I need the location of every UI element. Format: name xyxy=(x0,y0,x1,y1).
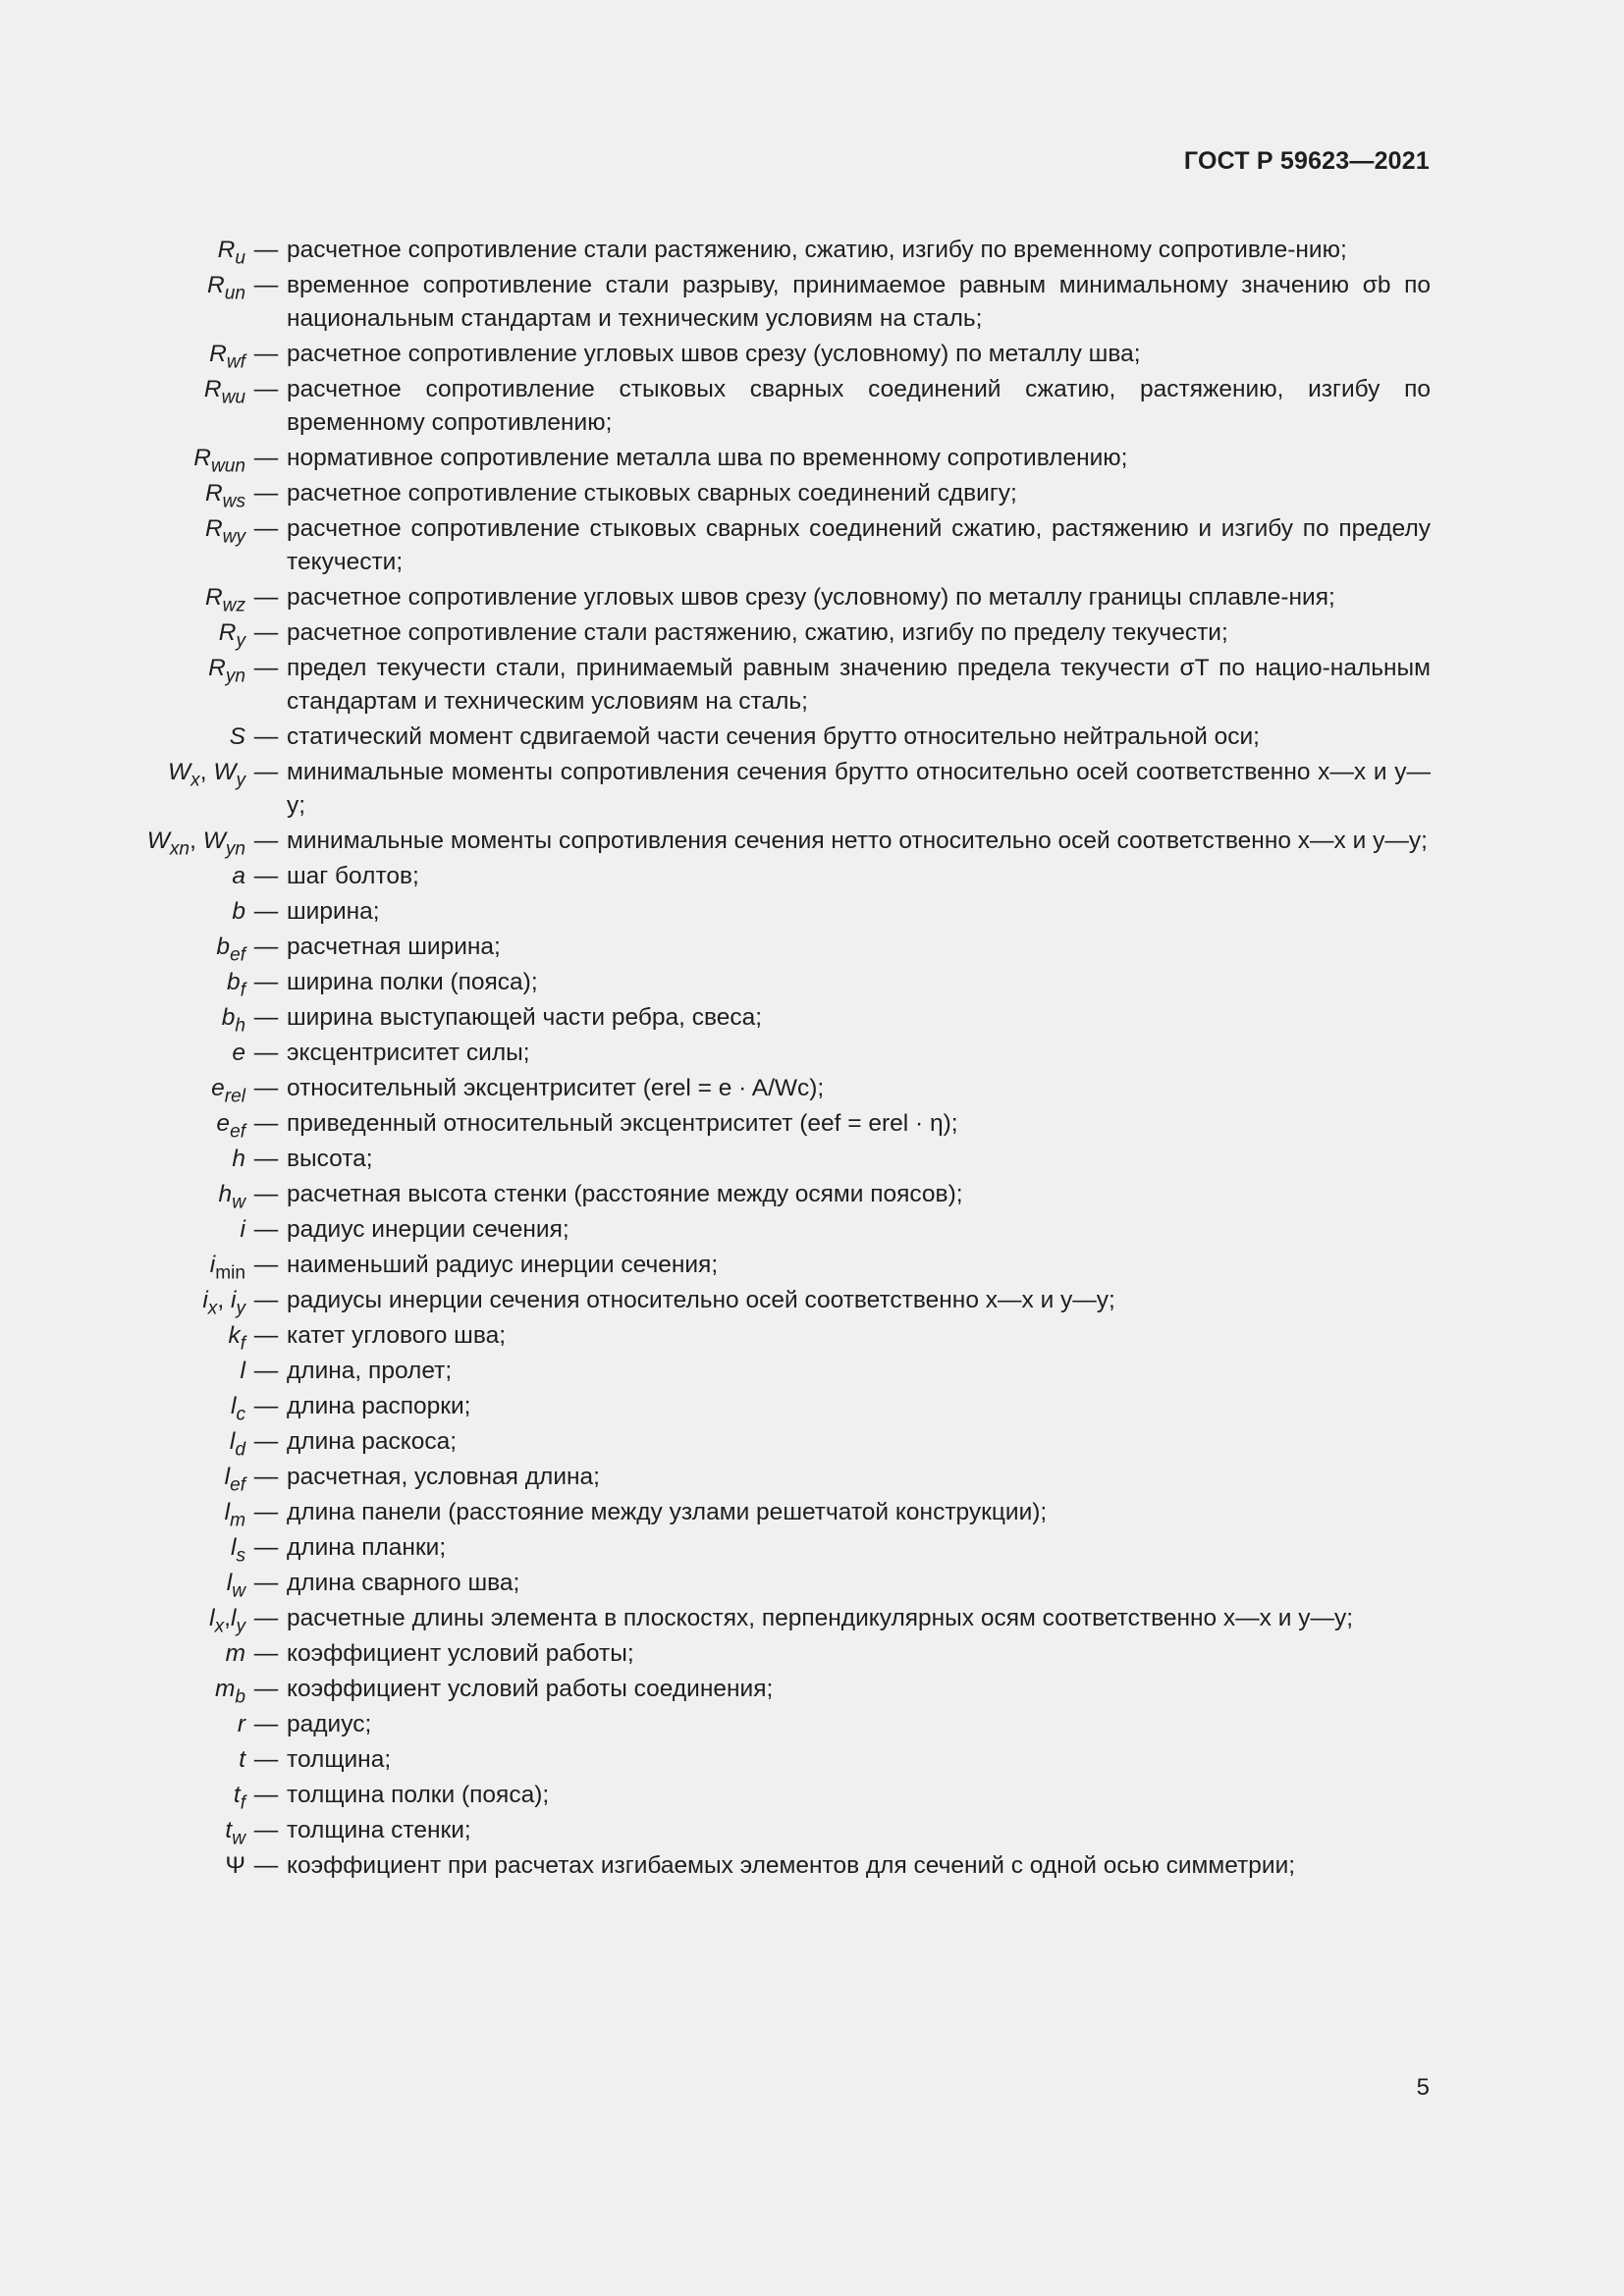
symbol-letter: R xyxy=(204,480,223,507)
symbol-description: наименьший радиус инерции сечения; xyxy=(287,1252,719,1278)
symbol-letter: h xyxy=(232,1146,245,1172)
symbol-subscript: min xyxy=(215,1262,245,1284)
symbol-subscript: ef xyxy=(230,944,245,966)
em-dash: — xyxy=(253,1252,279,1278)
symbol-subscript: w xyxy=(232,1580,245,1602)
symbol-entry xyxy=(0,1249,1624,1282)
symbol-subscript: wz xyxy=(222,595,245,616)
symbol-letter: h xyxy=(218,1181,233,1207)
symbol-description: расчетное сопротивление угловых швов срезу (условному) по металлу границы сплавле-ния; xyxy=(287,584,1335,611)
symbol-notation xyxy=(0,1779,245,1812)
symbol-subscript: c xyxy=(236,1404,245,1425)
symbol-notation xyxy=(0,1708,245,1741)
symbol-entry xyxy=(0,1213,1624,1247)
symbol-description: высота; xyxy=(287,1146,373,1172)
symbol-entry xyxy=(0,373,1624,440)
symbol-subscript: h xyxy=(235,1015,245,1037)
symbol-letter: t xyxy=(239,1746,245,1773)
symbol-separator: , xyxy=(199,759,214,785)
symbol-notation xyxy=(0,895,245,929)
symbol-notation xyxy=(0,477,245,510)
symbol-notation xyxy=(0,1072,245,1105)
symbol-description: коэффициент условий работы; xyxy=(287,1640,634,1667)
symbol-notation xyxy=(0,338,245,371)
symbol-separator: , xyxy=(189,828,203,854)
symbol-notation xyxy=(0,1814,245,1847)
em-dash: — xyxy=(253,515,279,542)
symbol-description: длина сварного шва; xyxy=(287,1570,520,1596)
em-dash: — xyxy=(253,1075,279,1101)
symbol-letter: k xyxy=(228,1322,241,1349)
symbol-description: длина, пролет; xyxy=(287,1358,453,1384)
em-dash: — xyxy=(253,1499,279,1525)
symbol-subscript: x xyxy=(190,770,200,791)
symbol-description: толщина; xyxy=(287,1746,392,1773)
symbol-entry xyxy=(0,269,1624,336)
symbol-subscript: yn xyxy=(225,666,245,687)
symbol-description: радиус; xyxy=(287,1711,372,1737)
symbol-letter: i xyxy=(230,1287,237,1313)
symbol-subscript: ws xyxy=(222,491,245,512)
symbol-letter: i xyxy=(209,1252,216,1278)
symbol-entry xyxy=(0,338,1624,371)
symbol-letter: l xyxy=(229,1428,236,1455)
em-dash: — xyxy=(253,759,279,785)
symbol-description: нормативное сопротивление металла шва по временному сопротивлению; xyxy=(287,445,1128,471)
symbol-description: ширина; xyxy=(287,898,380,925)
symbol-notation xyxy=(0,1743,245,1777)
symbol-subscript: w xyxy=(232,1192,245,1213)
em-dash: — xyxy=(253,1676,279,1702)
em-dash: — xyxy=(253,341,279,367)
symbol-notation xyxy=(0,1531,245,1565)
symbol-entry xyxy=(0,1143,1624,1176)
symbol-description: радиус инерции сечения; xyxy=(287,1216,569,1243)
symbol-letter: m xyxy=(214,1676,236,1702)
symbol-subscript: wf xyxy=(226,351,245,373)
symbol-notation xyxy=(0,1673,245,1706)
em-dash: — xyxy=(253,828,279,854)
symbol-entry xyxy=(0,652,1624,719)
symbol-subscript: ef xyxy=(230,1474,245,1496)
symbol-subscript: s xyxy=(236,1545,245,1567)
symbol-letter: l xyxy=(230,1534,237,1561)
symbol-entry xyxy=(0,1708,1624,1741)
symbol-entry xyxy=(0,1319,1624,1353)
symbol-letter: S xyxy=(229,723,245,750)
symbol-entry xyxy=(0,966,1624,999)
symbol-description: радиусы инерции сечения относительно осей соответственно x—x и y—y; xyxy=(287,1287,1115,1313)
symbol-notation xyxy=(0,825,245,858)
symbol-notation xyxy=(0,931,245,964)
symbol-letter: a xyxy=(232,863,245,889)
symbol-notation xyxy=(0,581,245,614)
em-dash: — xyxy=(253,1640,279,1667)
symbol-letter: R xyxy=(218,619,237,646)
symbol-notation xyxy=(0,1284,245,1317)
symbol-entry xyxy=(0,825,1624,858)
em-dash: — xyxy=(253,1040,279,1066)
symbol-letter: l xyxy=(224,1464,231,1490)
em-dash: — xyxy=(253,1605,279,1631)
symbol-notation xyxy=(0,756,245,823)
symbol-subscript: y xyxy=(236,630,245,652)
symbol-entry xyxy=(0,1001,1624,1035)
symbol-subscript: y xyxy=(236,770,245,791)
em-dash: — xyxy=(253,1322,279,1349)
symbol-notation xyxy=(0,512,245,579)
em-dash: — xyxy=(253,584,279,611)
symbol-notation xyxy=(0,234,245,267)
symbol-separator: , xyxy=(217,1287,231,1313)
em-dash: — xyxy=(253,723,279,750)
symbol-letter: l xyxy=(226,1570,233,1596)
symbol-description: ширина полки (пояса); xyxy=(287,969,538,995)
symbol-description: расчетная высота стенки (расстояние между осями поясов); xyxy=(287,1181,963,1207)
symbol-letter: Ψ xyxy=(225,1852,245,1879)
symbol-description: толщина стенки; xyxy=(287,1817,471,1843)
symbol-subscript: f xyxy=(240,1333,245,1355)
symbol-letter: i xyxy=(240,1216,245,1243)
symbol-letter: b xyxy=(216,934,231,960)
symbol-letter: b xyxy=(232,898,245,925)
symbol-letter: l xyxy=(230,1605,237,1631)
symbol-notation xyxy=(0,1461,245,1494)
symbol-letter: e xyxy=(232,1040,245,1066)
symbol-entry xyxy=(0,234,1624,267)
em-dash: — xyxy=(253,1570,279,1596)
symbol-letter: r xyxy=(237,1711,245,1737)
symbol-entry xyxy=(0,1037,1624,1070)
symbol-letter: W xyxy=(168,759,191,785)
symbol-description: катет углового шва; xyxy=(287,1322,507,1349)
symbol-subscript: un xyxy=(224,283,245,304)
em-dash: — xyxy=(253,1393,279,1419)
symbol-subscript: f xyxy=(240,1792,245,1814)
symbol-description: расчетная ширина; xyxy=(287,934,501,960)
symbol-letter: W xyxy=(213,759,237,785)
symbol-description: расчетное сопротивление стали растяжению, сжатию, изгибу по пределу текучести; xyxy=(287,619,1228,646)
symbol-letter: i xyxy=(202,1287,208,1313)
symbol-notation xyxy=(0,1496,245,1529)
symbol-subscript: wun xyxy=(210,455,245,477)
em-dash: — xyxy=(253,1181,279,1207)
symbol-description: расчетное сопротивление угловых швов срезу (условному) по металлу шва; xyxy=(287,341,1141,367)
symbol-description: длина панели (расстояние между узлами решетчатой конструкции); xyxy=(287,1499,1048,1525)
symbol-notation xyxy=(0,652,245,719)
symbol-entry xyxy=(0,581,1624,614)
symbol-entry xyxy=(0,1743,1624,1777)
symbol-description: коэффициент при расчетах изгибаемых элементов для сечений с одной осью симметрии; xyxy=(287,1852,1296,1879)
symbol-notation xyxy=(0,1037,245,1070)
symbol-notation xyxy=(0,1319,245,1353)
symbol-description: расчетная, условная длина; xyxy=(287,1464,600,1490)
symbol-letter: W xyxy=(146,828,170,854)
symbol-entry xyxy=(0,1390,1624,1423)
symbol-subscript: x xyxy=(207,1298,218,1319)
symbol-entry xyxy=(0,1284,1624,1317)
em-dash: — xyxy=(253,1852,279,1879)
symbol-entry xyxy=(0,1072,1624,1105)
em-dash: — xyxy=(253,1146,279,1172)
symbol-subscript: d xyxy=(235,1439,245,1461)
symbol-entry xyxy=(0,756,1624,823)
symbol-letter: W xyxy=(202,828,226,854)
symbol-entry xyxy=(0,1425,1624,1459)
document-header: ГОСТ Р 59623—2021 xyxy=(1183,147,1430,175)
symbol-entry xyxy=(0,895,1624,929)
symbol-letter: R xyxy=(203,376,222,402)
em-dash: — xyxy=(253,237,279,263)
symbol-letter: m xyxy=(225,1640,245,1667)
symbol-notation xyxy=(0,1143,245,1176)
symbol-entry xyxy=(0,477,1624,510)
symbol-description: временное сопротивление стали разрыву, принимаемое равным минимальному значению σb по национальным стандартам и техническим условиям на сталь; xyxy=(287,272,1431,332)
symbol-subscript: rel xyxy=(224,1086,245,1107)
symbol-notation xyxy=(0,1213,245,1247)
symbol-list xyxy=(0,234,1624,1885)
symbol-entry xyxy=(0,1779,1624,1812)
em-dash: — xyxy=(253,1358,279,1384)
symbol-subscript: xn xyxy=(169,838,190,860)
symbol-description: шаг болтов; xyxy=(287,863,419,889)
symbol-subscript: ef xyxy=(230,1121,245,1143)
symbol-letter: R xyxy=(204,584,223,611)
symbol-notation xyxy=(0,966,245,999)
symbol-description: статический момент сдвигаемой части сечения брутто относительно нейтральной оси; xyxy=(287,723,1260,750)
symbol-subscript: w xyxy=(232,1828,245,1849)
symbol-letter: R xyxy=(217,237,236,263)
symbol-entry xyxy=(0,1567,1624,1600)
em-dash: — xyxy=(253,1534,279,1561)
symbol-letter: R xyxy=(209,341,227,367)
symbol-description: расчетное сопротивление стыковых сварных соединений сжатию, растяжению, изгибу по временному сопротивлению; xyxy=(287,376,1431,436)
em-dash: — xyxy=(253,969,279,995)
em-dash: — xyxy=(253,480,279,507)
symbol-letter: l xyxy=(230,1393,237,1419)
symbol-notation xyxy=(0,1355,245,1388)
em-dash: — xyxy=(253,863,279,889)
symbol-description: предел текучести стали, принимаемый равным значению предела текучести σT по нацио-нальным стандартам и техническим условиям на сталь; xyxy=(287,655,1431,715)
symbol-notation xyxy=(0,1001,245,1035)
symbol-letter: t xyxy=(233,1782,241,1808)
symbol-entry xyxy=(0,1673,1624,1706)
symbol-description: расчетные длины элемента в плоскостях, перпендикулярных осям соответственно x—x и y—y; xyxy=(287,1605,1354,1631)
symbol-description: длина раскоса; xyxy=(287,1428,458,1455)
symbol-entry xyxy=(0,1107,1624,1141)
symbol-entry xyxy=(0,1637,1624,1671)
symbol-letter: R xyxy=(193,445,211,471)
em-dash: — xyxy=(253,1110,279,1137)
em-dash: — xyxy=(253,1464,279,1490)
symbol-notation xyxy=(0,1602,245,1635)
symbol-letter: l xyxy=(224,1499,231,1525)
symbol-subscript: y xyxy=(236,1298,245,1319)
symbol-entry xyxy=(0,442,1624,475)
symbol-entry xyxy=(0,1602,1624,1635)
symbol-letter: R xyxy=(208,655,226,681)
symbol-letter: l xyxy=(209,1605,215,1631)
symbol-description: расчетное сопротивление стыковых сварных соединений сжатию, растяжению и изгибу по пределу текучести; xyxy=(287,515,1431,575)
em-dash: — xyxy=(253,934,279,960)
symbol-notation xyxy=(0,1567,245,1600)
symbol-notation xyxy=(0,373,245,440)
symbol-entry xyxy=(0,616,1624,650)
symbol-subscript: u xyxy=(235,247,245,269)
em-dash: — xyxy=(253,1817,279,1843)
symbol-notation xyxy=(0,1178,245,1211)
em-dash: — xyxy=(253,1216,279,1243)
symbol-notation xyxy=(0,269,245,336)
symbol-description: минимальные моменты сопротивления сечения брутто относительно осей соответственно x—x и y—y; xyxy=(287,759,1431,819)
symbol-description: относительный эксцентриситет (erel = e · A/Wc); xyxy=(287,1075,825,1101)
em-dash: — xyxy=(253,1428,279,1455)
em-dash: — xyxy=(253,445,279,471)
symbol-letter: l xyxy=(240,1358,245,1384)
symbol-entry xyxy=(0,1814,1624,1847)
em-dash: — xyxy=(253,272,279,298)
symbol-notation xyxy=(0,1425,245,1459)
symbol-notation xyxy=(0,1249,245,1282)
em-dash: — xyxy=(253,655,279,681)
symbol-notation xyxy=(0,616,245,650)
symbol-letter: b xyxy=(227,969,241,995)
symbol-description: длина планки; xyxy=(287,1534,447,1561)
symbol-notation xyxy=(0,1107,245,1141)
symbol-letter: b xyxy=(221,1004,236,1031)
symbol-entry xyxy=(0,860,1624,893)
symbol-notation xyxy=(0,442,245,475)
symbol-description: приведенный относительный эксцентриситет (eef = erel · η); xyxy=(287,1110,958,1137)
symbol-entry xyxy=(0,1355,1624,1388)
symbol-notation xyxy=(0,860,245,893)
em-dash: — xyxy=(253,1004,279,1031)
em-dash: — xyxy=(253,1287,279,1313)
symbol-separator: , xyxy=(224,1605,231,1631)
page-number: 5 xyxy=(1416,2074,1430,2101)
symbol-description: минимальные моменты сопротивления сечения нетто относительно осей соответственно x—x и y—y; xyxy=(287,828,1428,854)
symbol-notation xyxy=(0,1849,245,1883)
symbol-entry xyxy=(0,721,1624,754)
symbol-entry xyxy=(0,1849,1624,1883)
symbol-subscript: f xyxy=(240,980,245,1001)
symbol-subscript: x xyxy=(214,1616,225,1637)
symbol-subscript: y xyxy=(236,1616,245,1637)
symbol-description: расчетное сопротивление стыковых сварных соединений сдвигу; xyxy=(287,480,1017,507)
symbol-entry xyxy=(0,1496,1624,1529)
symbol-description: коэффициент условий работы соединения; xyxy=(287,1676,774,1702)
symbol-notation xyxy=(0,721,245,754)
symbol-letter: R xyxy=(204,515,223,542)
symbol-description: толщина полки (пояса); xyxy=(287,1782,550,1808)
em-dash: — xyxy=(253,1746,279,1773)
symbol-description: расчетное сопротивление стали растяжению, сжатию, изгибу по временному сопротивле-нию; xyxy=(287,237,1347,263)
symbol-subscript: yn xyxy=(225,838,245,860)
symbol-letter: t xyxy=(225,1817,233,1843)
symbol-description: длина распорки; xyxy=(287,1393,471,1419)
symbol-notation xyxy=(0,1637,245,1671)
symbol-entry xyxy=(0,1178,1624,1211)
symbol-description: эксцентриситет силы; xyxy=(287,1040,530,1066)
symbol-subscript: m xyxy=(230,1510,245,1531)
symbol-entry xyxy=(0,931,1624,964)
symbol-subscript: b xyxy=(235,1686,245,1708)
symbol-notation xyxy=(0,1390,245,1423)
em-dash: — xyxy=(253,1711,279,1737)
symbol-entry xyxy=(0,1461,1624,1494)
symbol-subscript: wu xyxy=(221,387,245,408)
em-dash: — xyxy=(253,898,279,925)
symbol-subscript: wy xyxy=(222,526,245,548)
em-dash: — xyxy=(253,619,279,646)
symbol-entry xyxy=(0,512,1624,579)
em-dash: — xyxy=(253,376,279,402)
symbol-entry xyxy=(0,1531,1624,1565)
symbol-letter: e xyxy=(211,1075,225,1101)
symbol-description: ширина выступающей части ребра, свеса; xyxy=(287,1004,763,1031)
symbol-letter: e xyxy=(216,1110,231,1137)
em-dash: — xyxy=(253,1782,279,1808)
symbol-letter: R xyxy=(207,272,225,298)
